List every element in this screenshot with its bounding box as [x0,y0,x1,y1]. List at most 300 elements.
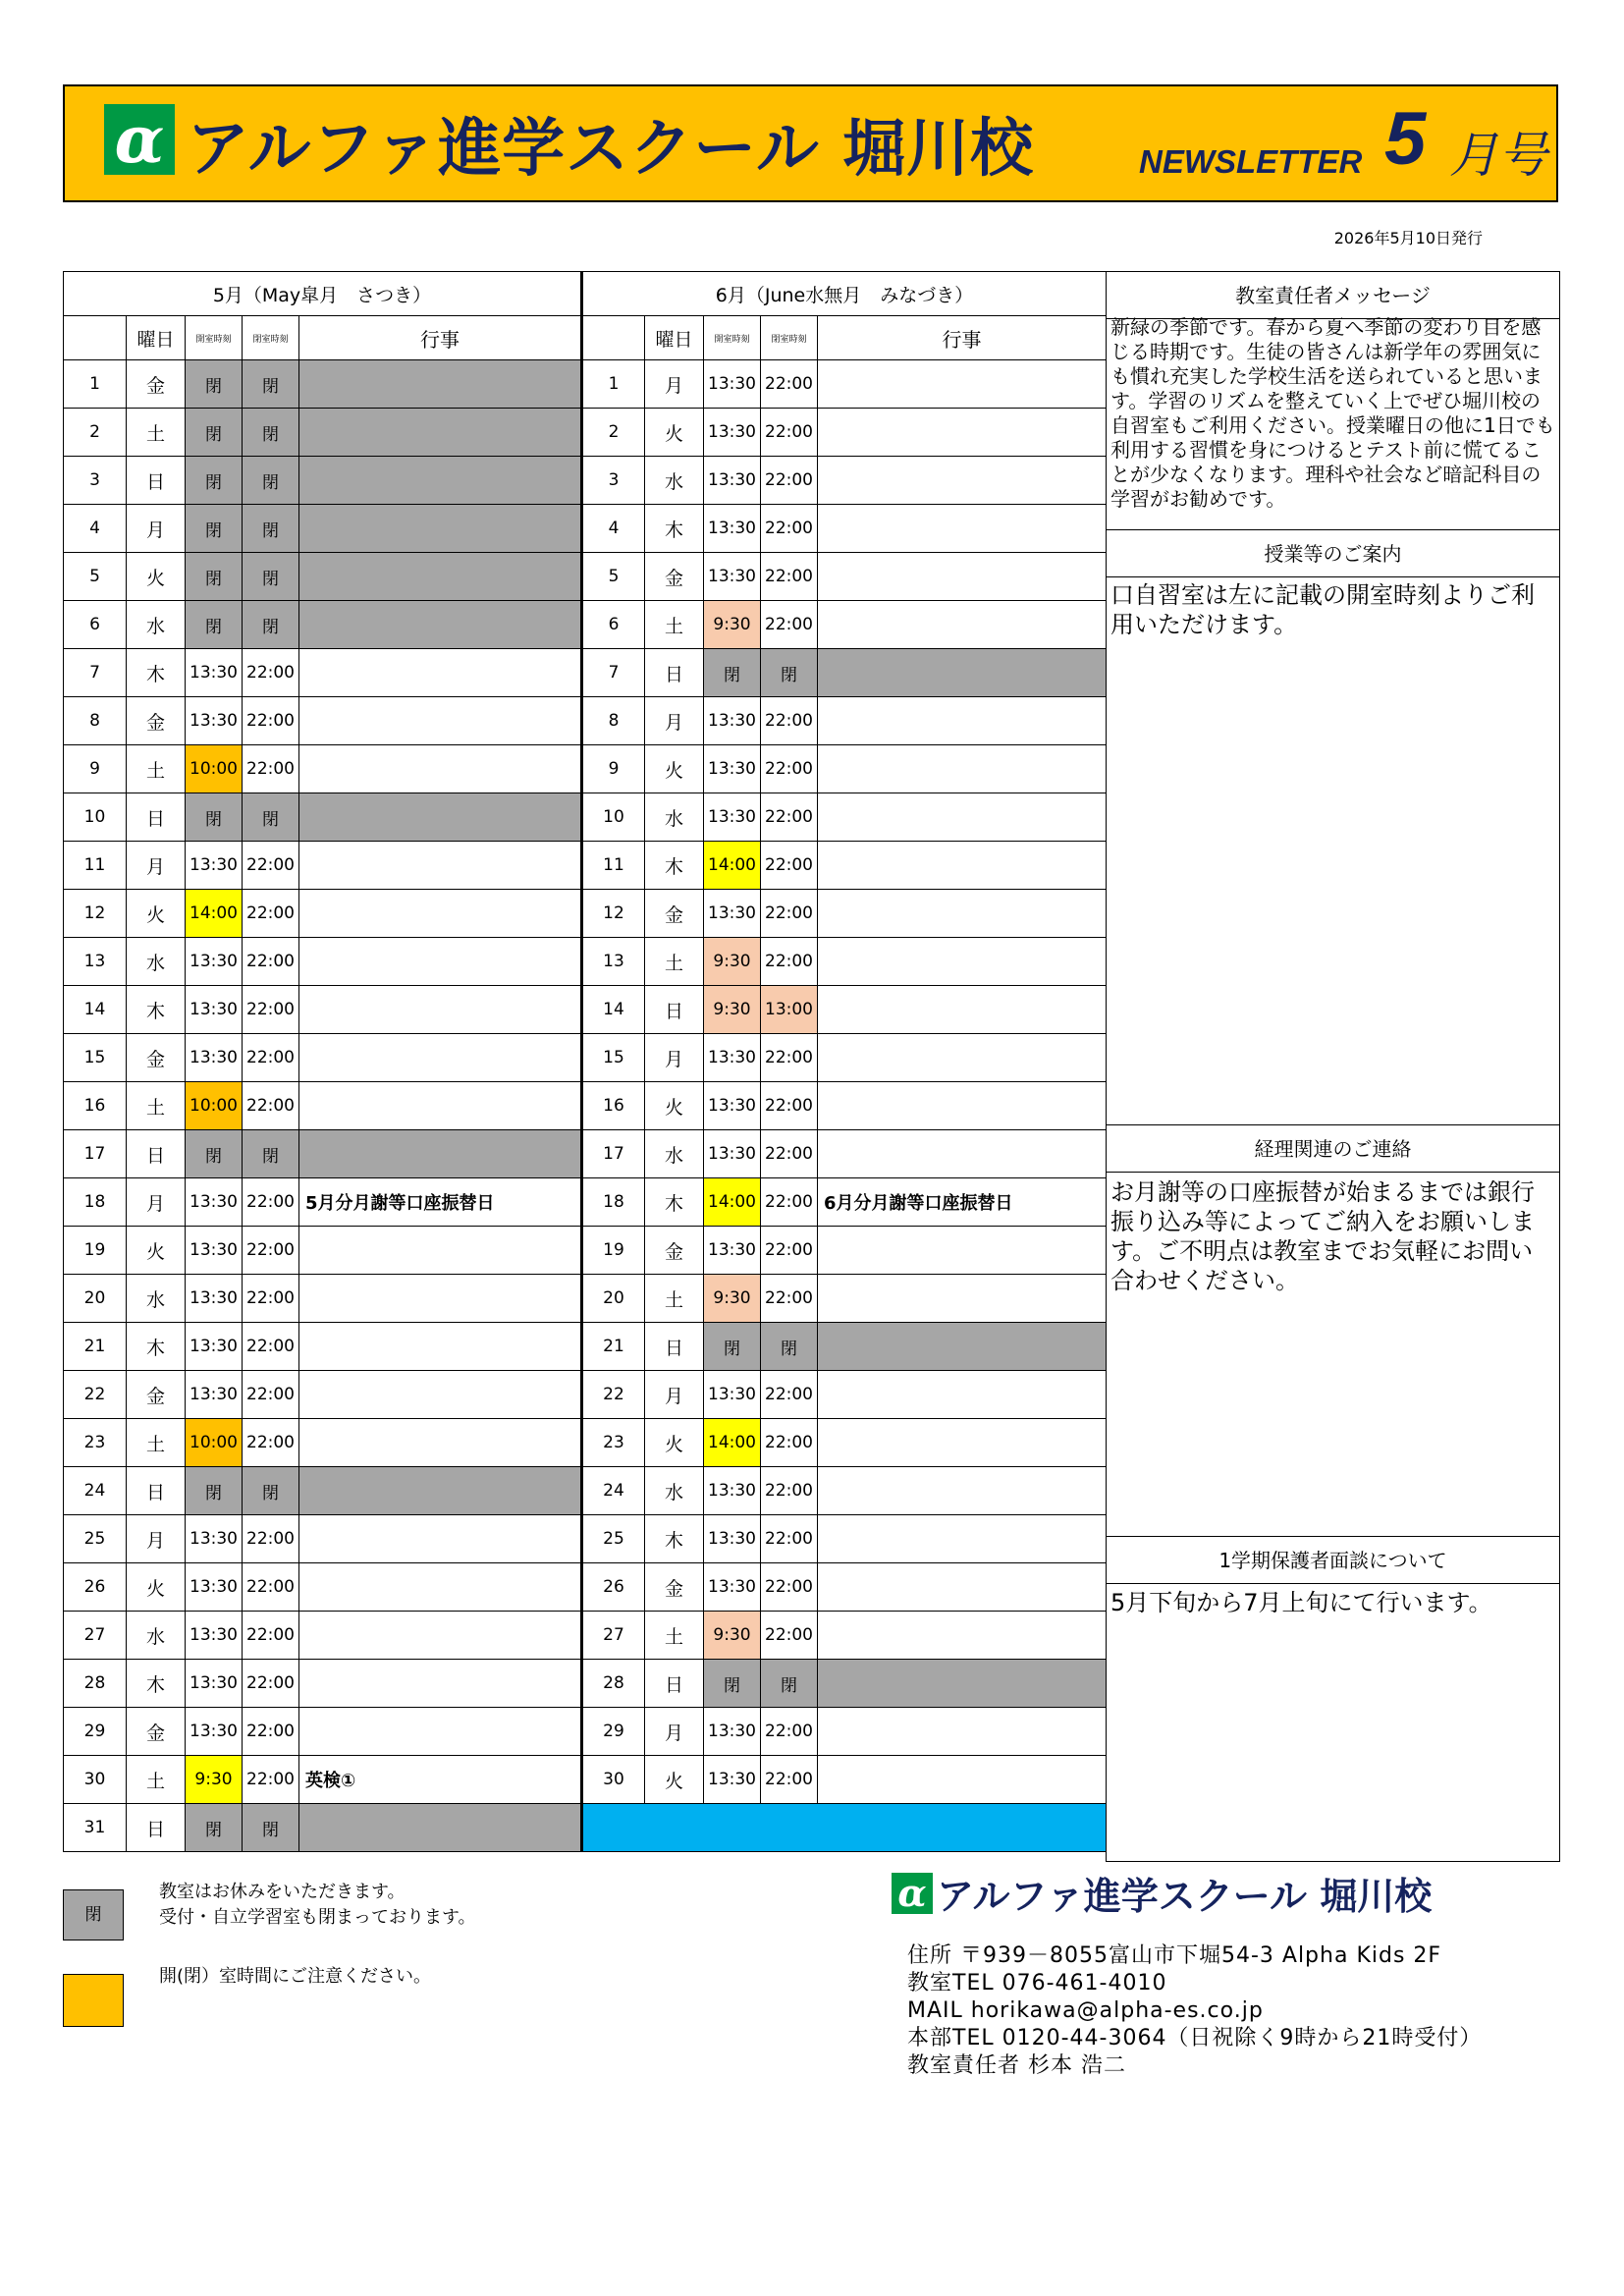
june-weekday-cell: 火 [645,1082,704,1130]
may-day-cell: 17 [64,1130,127,1178]
june-close-time-cell: 22:00 [761,457,818,505]
june-event-cell [818,1082,1107,1130]
may-close-time-cell: 22:00 [243,1323,299,1371]
may-event-cell [299,1708,582,1756]
may-open-time-cell: 13:30 [186,1227,243,1275]
may-event-cell [299,360,582,409]
june-close-time-cell: 22:00 [761,505,818,553]
june-open-time-cell: 14:00 [704,1178,761,1227]
table-row [64,1756,1107,1804]
june-open-time-cell: 9:30 [704,601,761,649]
june-close-time-cell: 22:00 [761,1756,818,1804]
june-weekday-cell: 金 [645,553,704,601]
june-day-cell: 1 [582,360,645,409]
june-close-time-cell: 22:00 [761,1227,818,1275]
may-open-time-cell: 13:30 [186,842,243,890]
may-open-time-cell: 10:00 [186,1082,243,1130]
may-weekday-cell: 日 [127,1130,186,1178]
june-close-time-cell: 22:00 [761,1708,818,1756]
may-close-time-cell: 閉 [243,409,299,457]
june-open-time-cell: 13:30 [704,1371,761,1419]
may-weekday-cell: 土 [127,409,186,457]
june-event-cell [818,1227,1107,1275]
may-event-header: 行事 [299,316,582,360]
june-event-cell [818,938,1107,986]
table-row [64,1612,1107,1660]
may-close-time-cell: 閉 [243,1130,299,1178]
table-row [64,1708,1107,1756]
june-weekday-cell: 水 [645,457,704,505]
june-day-cell: 9 [582,745,645,793]
may-event-cell [299,1467,582,1515]
june-open-time-cell: 13:30 [704,1082,761,1130]
may-event-cell [299,1034,582,1082]
may-day-cell: 18 [64,1178,127,1227]
may-event-cell [299,1130,582,1178]
may-weekday-cell: 土 [127,1419,186,1467]
may-event-cell [299,409,582,457]
notice-panel [1106,271,1560,1862]
june-close-time-cell: 22:00 [761,697,818,745]
june-weekday-cell: 日 [645,986,704,1034]
june-open-time-cell: 14:00 [704,1419,761,1467]
table-row [64,409,1107,457]
may-weekday-cell: 月 [127,1178,186,1227]
may-close-time-cell: 22:00 [243,745,299,793]
june-day-cell: 29 [582,1708,645,1756]
june-open-time-cell: 13:30 [704,1034,761,1082]
june-weekday-header: 曜日 [645,316,704,360]
june-weekday-cell: 火 [645,1756,704,1804]
june-weekday-cell: 土 [645,601,704,649]
june-event-cell [818,1130,1107,1178]
may-weekday-cell: 金 [127,360,186,409]
may-weekday-cell: 火 [127,1563,186,1612]
meeting-title: 1学期保護者面談について [1107,1537,1559,1584]
may-day-cell: 12 [64,890,127,938]
june-day-cell: 28 [582,1660,645,1708]
june-event-cell [818,1515,1107,1563]
june-close-time-cell: 22:00 [761,1612,818,1660]
legend-closed-text-2: 受付・自立学習室も閉まっております。 [159,1907,476,1928]
may-weekday-cell: 火 [127,1227,186,1275]
june-event-header: 行事 [818,316,1107,360]
june-open-time-cell: 13:30 [704,553,761,601]
may-open-time-cell: 閉 [186,360,243,409]
may-weekday-cell: 火 [127,890,186,938]
may-weekday-cell: 水 [127,938,186,986]
may-close-time-cell: 閉 [243,793,299,842]
issue-month-suffix: 月号 [1449,127,1547,184]
june-event-cell [818,505,1107,553]
june-event-cell [818,553,1107,601]
june-close-time-cell: 22:00 [761,1130,818,1178]
may-day-cell: 19 [64,1227,127,1275]
june-open-time-cell: 13:30 [704,745,761,793]
june-open-time-cell: 9:30 [704,938,761,986]
june-weekday-cell: 水 [645,1467,704,1515]
may-open-time-cell: 閉 [186,505,243,553]
table-row [64,842,1107,890]
class-info-title: 授業等のご案内 [1107,530,1559,577]
may-event-cell [299,505,582,553]
may-open-time-cell: 閉 [186,457,243,505]
may-day-cell: 28 [64,1660,127,1708]
table-row [64,1371,1107,1419]
may-day-cell: 4 [64,505,127,553]
june-close-time-cell: 22:00 [761,1178,818,1227]
june-event-cell [818,1371,1107,1419]
issue-month-number: 5 [1384,97,1427,181]
may-open-time-cell: 13:30 [186,1708,243,1756]
accounting-title: 経理関連のご連絡 [1107,1125,1559,1173]
june-close-time-cell: 22:00 [761,409,818,457]
june-day-cell: 14 [582,986,645,1034]
june-event-cell [818,457,1107,505]
june-weekday-cell: 月 [645,360,704,409]
classroom-tel: 教室TEL 076-461-4010 [907,1971,1167,1995]
may-event-cell [299,1323,582,1371]
june-close-header: 閉室時刻 [761,316,818,360]
may-event-cell [299,793,582,842]
may-weekday-cell: 土 [127,1082,186,1130]
may-event-cell [299,1804,582,1852]
may-open-time-cell: 閉 [186,409,243,457]
june-empty-filler [582,1804,1107,1852]
may-event-cell [299,1660,582,1708]
may-day-cell: 10 [64,793,127,842]
table-row [64,1275,1107,1323]
may-open-time-cell: 閉 [186,1130,243,1178]
may-day-cell: 14 [64,986,127,1034]
may-open-time-cell: 閉 [186,793,243,842]
table-row [64,1227,1107,1275]
may-weekday-header: 曜日 [127,316,186,360]
june-day-cell: 21 [582,1323,645,1371]
may-day-cell: 25 [64,1515,127,1563]
june-event-cell [818,1708,1107,1756]
june-open-time-cell: 13:30 [704,1130,761,1178]
hq-tel: 本部TEL 0120-44-3064（日祝除く9時から21時受付） [907,2026,1483,2050]
may-open-time-cell: 閉 [186,1804,243,1852]
june-event-cell [818,1756,1107,1804]
legend-time-swatch [63,1974,124,2027]
may-weekday-cell: 水 [127,601,186,649]
may-close-time-cell: 22:00 [243,1371,299,1419]
table-row [64,745,1107,793]
june-event-cell [818,1612,1107,1660]
may-close-time-cell: 22:00 [243,1034,299,1082]
june-weekday-cell: 月 [645,1371,704,1419]
school-name: アルファ進学スクール 堀川校 [187,113,1035,186]
may-weekday-cell: 日 [127,457,186,505]
may-event-cell [299,986,582,1034]
june-event-cell [818,1034,1107,1082]
may-day-cell: 27 [64,1612,127,1660]
may-event-cell [299,1275,582,1323]
june-day-cell: 20 [582,1275,645,1323]
may-close-time-cell: 22:00 [243,649,299,697]
june-weekday-cell: 土 [645,938,704,986]
may-day-cell: 22 [64,1371,127,1419]
may-open-time-cell: 13:30 [186,1371,243,1419]
may-close-time-cell: 22:00 [243,938,299,986]
table-row [64,938,1107,986]
may-event-cell [299,1227,582,1275]
june-close-time-cell: 22:00 [761,842,818,890]
june-day-cell: 10 [582,793,645,842]
may-day-cell: 24 [64,1467,127,1515]
may-weekday-cell: 水 [127,1275,186,1323]
may-open-header: 開室時刻 [186,316,243,360]
may-open-time-cell: 閉 [186,1467,243,1515]
june-weekday-cell: 火 [645,409,704,457]
june-event-cell [818,360,1107,409]
june-day-cell: 19 [582,1227,645,1275]
may-day-cell: 26 [64,1563,127,1612]
june-close-time-cell: 22:00 [761,1419,818,1467]
may-open-time-cell: 14:00 [186,890,243,938]
june-weekday-cell: 金 [645,1227,704,1275]
june-close-time-cell: 22:00 [761,1515,818,1563]
manager-name: 教室責任者 杉本 浩二 [907,2053,1126,2078]
june-open-time-cell: 9:30 [704,1275,761,1323]
table-row [64,1804,1107,1852]
june-close-time-cell: 22:00 [761,1082,818,1130]
june-close-time-cell: 22:00 [761,1275,818,1323]
june-event-cell [818,409,1107,457]
may-weekday-cell: 土 [127,745,186,793]
may-weekday-cell: 火 [127,553,186,601]
may-open-time-cell: 13:30 [186,1612,243,1660]
june-day-cell: 2 [582,409,645,457]
may-open-time-cell: 13:30 [186,697,243,745]
june-close-time-cell: 22:00 [761,890,818,938]
table-row [64,1130,1107,1178]
may-close-time-cell: 22:00 [243,1563,299,1612]
june-close-time-cell: 22:00 [761,1563,818,1612]
may-close-header: 閉室時刻 [243,316,299,360]
may-weekday-cell: 日 [127,1467,186,1515]
june-day-cell: 17 [582,1130,645,1178]
may-day-cell: 8 [64,697,127,745]
may-day-cell: 9 [64,745,127,793]
may-day-cell: 7 [64,649,127,697]
may-day-cell: 30 [64,1756,127,1804]
june-close-time-cell: 22:00 [761,938,818,986]
table-row [64,1323,1107,1371]
may-weekday-cell: 木 [127,1660,186,1708]
june-day-cell: 4 [582,505,645,553]
june-day-cell: 22 [582,1371,645,1419]
may-day-cell: 2 [64,409,127,457]
june-open-time-cell: 13:30 [704,1515,761,1563]
june-open-time-cell: 13:30 [704,409,761,457]
may-close-time-cell: 閉 [243,1467,299,1515]
table-row [64,1660,1107,1708]
newsletter-label: NEWSLETTER [1139,143,1363,180]
table-row [64,1467,1107,1515]
may-event-cell [299,649,582,697]
june-open-time-cell: 13:30 [704,1563,761,1612]
june-weekday-cell: 木 [645,505,704,553]
may-weekday-cell: 水 [127,1612,186,1660]
may-weekday-cell: 日 [127,793,186,842]
june-day-cell: 15 [582,1034,645,1082]
june-event-cell [818,1323,1107,1371]
may-event-cell [299,1371,582,1419]
june-day-cell: 24 [582,1467,645,1515]
june-weekday-cell: 木 [645,1178,704,1227]
june-open-time-cell: 13:30 [704,1708,761,1756]
may-day-cell: 15 [64,1034,127,1082]
june-weekday-cell: 火 [645,745,704,793]
contact-info [907,1942,1482,2080]
may-event-cell: 英検① [299,1756,582,1804]
june-open-time-cell: 13:30 [704,890,761,938]
june-weekday-cell: 月 [645,1034,704,1082]
june-day-cell: 11 [582,842,645,890]
june-day-cell: 8 [582,697,645,745]
june-open-time-cell: 13:30 [704,505,761,553]
june-weekday-cell: 月 [645,697,704,745]
may-event-cell: 5月分月謝等口座振替日 [299,1178,582,1227]
may-close-time-cell: 22:00 [243,1178,299,1227]
table-row [64,1034,1107,1082]
may-event-cell [299,1082,582,1130]
may-event-cell [299,1515,582,1563]
may-event-cell [299,890,582,938]
june-close-time-cell: 13:00 [761,986,818,1034]
may-open-time-cell: 13:30 [186,938,243,986]
may-day-cell: 1 [64,360,127,409]
may-open-time-cell: 13:30 [186,1275,243,1323]
may-day-cell: 16 [64,1082,127,1130]
june-open-time-cell: 閉 [704,649,761,697]
may-weekday-cell: 木 [127,649,186,697]
june-close-time-cell: 22:00 [761,1034,818,1082]
may-close-time-cell: 22:00 [243,1227,299,1275]
may-day-cell: 20 [64,1275,127,1323]
june-event-cell [818,986,1107,1034]
june-open-time-cell: 9:30 [704,1612,761,1660]
may-day-cell: 3 [64,457,127,505]
june-day-cell: 25 [582,1515,645,1563]
june-open-time-cell: 13:30 [704,457,761,505]
june-day-cell: 18 [582,1178,645,1227]
may-open-time-cell: 13:30 [186,1323,243,1371]
june-weekday-cell: 日 [645,1660,704,1708]
may-open-time-cell: 13:30 [186,1178,243,1227]
may-close-time-cell: 22:00 [243,1082,299,1130]
alpha-logo-icon: α [892,1873,933,1914]
june-weekday-cell: 金 [645,1563,704,1612]
may-close-time-cell: 閉 [243,505,299,553]
may-day-cell: 6 [64,601,127,649]
may-close-time-cell: 閉 [243,457,299,505]
june-event-cell [818,649,1107,697]
may-weekday-cell: 金 [127,697,186,745]
june-event-cell [818,1275,1107,1323]
may-close-time-cell: 閉 [243,553,299,601]
table-row [64,457,1107,505]
may-open-time-cell: 閉 [186,553,243,601]
may-day-cell: 31 [64,1804,127,1852]
schedule-table [63,271,1107,1852]
table-row [64,1419,1107,1467]
may-close-time-cell: 閉 [243,601,299,649]
june-day-cell: 26 [582,1563,645,1612]
june-event-cell [818,1660,1107,1708]
may-event-cell [299,938,582,986]
address: 住所 〒939－8055富山市下堀54-3 Alpha Kids 2F [907,1943,1442,1968]
june-weekday-cell: 水 [645,793,704,842]
june-event-cell [818,890,1107,938]
june-open-time-cell: 13:30 [704,1756,761,1804]
may-event-cell [299,1419,582,1467]
june-day-cell: 27 [582,1612,645,1660]
june-day-cell: 30 [582,1756,645,1804]
may-close-time-cell: 22:00 [243,1612,299,1660]
june-event-cell [818,1563,1107,1612]
june-event-cell: 6月分月謝等口座振替日 [818,1178,1107,1227]
june-day-cell: 13 [582,938,645,986]
june-weekday-cell: 金 [645,890,704,938]
june-close-time-cell: 22:00 [761,360,818,409]
june-open-time-cell: 14:00 [704,842,761,890]
june-close-time-cell: 22:00 [761,745,818,793]
may-event-cell [299,745,582,793]
june-event-cell [818,1467,1107,1515]
may-weekday-cell: 日 [127,1804,186,1852]
table-row [64,360,1107,409]
table-row [64,793,1107,842]
june-weekday-cell: 木 [645,842,704,890]
june-title: 6月（June水無月 みなづき） [582,272,1107,316]
may-open-time-cell: 10:00 [186,1419,243,1467]
june-day-cell: 6 [582,601,645,649]
june-close-time-cell: 22:00 [761,601,818,649]
june-event-cell [818,601,1107,649]
table-row [64,649,1107,697]
may-close-time-cell: 22:00 [243,842,299,890]
may-close-time-cell: 22:00 [243,1756,299,1804]
table-row [64,1563,1107,1612]
may-weekday-cell: 月 [127,842,186,890]
may-event-cell [299,842,582,890]
june-day-cell: 3 [582,457,645,505]
june-open-time-cell: 13:30 [704,697,761,745]
june-day-cell: 12 [582,890,645,938]
may-open-time-cell: 13:30 [186,986,243,1034]
june-weekday-cell: 日 [645,1323,704,1371]
may-open-time-cell: 13:30 [186,1563,243,1612]
june-weekday-cell: 木 [645,1515,704,1563]
table-row [64,1178,1107,1227]
may-day-cell: 5 [64,553,127,601]
may-day-cell: 13 [64,938,127,986]
may-day-cell: 21 [64,1323,127,1371]
june-weekday-cell: 土 [645,1275,704,1323]
may-event-cell [299,553,582,601]
may-open-time-cell: 9:30 [186,1756,243,1804]
may-close-time-cell: 22:00 [243,1708,299,1756]
june-open-time-cell: 閉 [704,1323,761,1371]
may-day-cell: 29 [64,1708,127,1756]
table-row [64,505,1107,553]
email[interactable]: MAIL horikawa@alpha-es.co.jp [907,1998,1264,2023]
june-open-time-cell: 13:30 [704,1227,761,1275]
